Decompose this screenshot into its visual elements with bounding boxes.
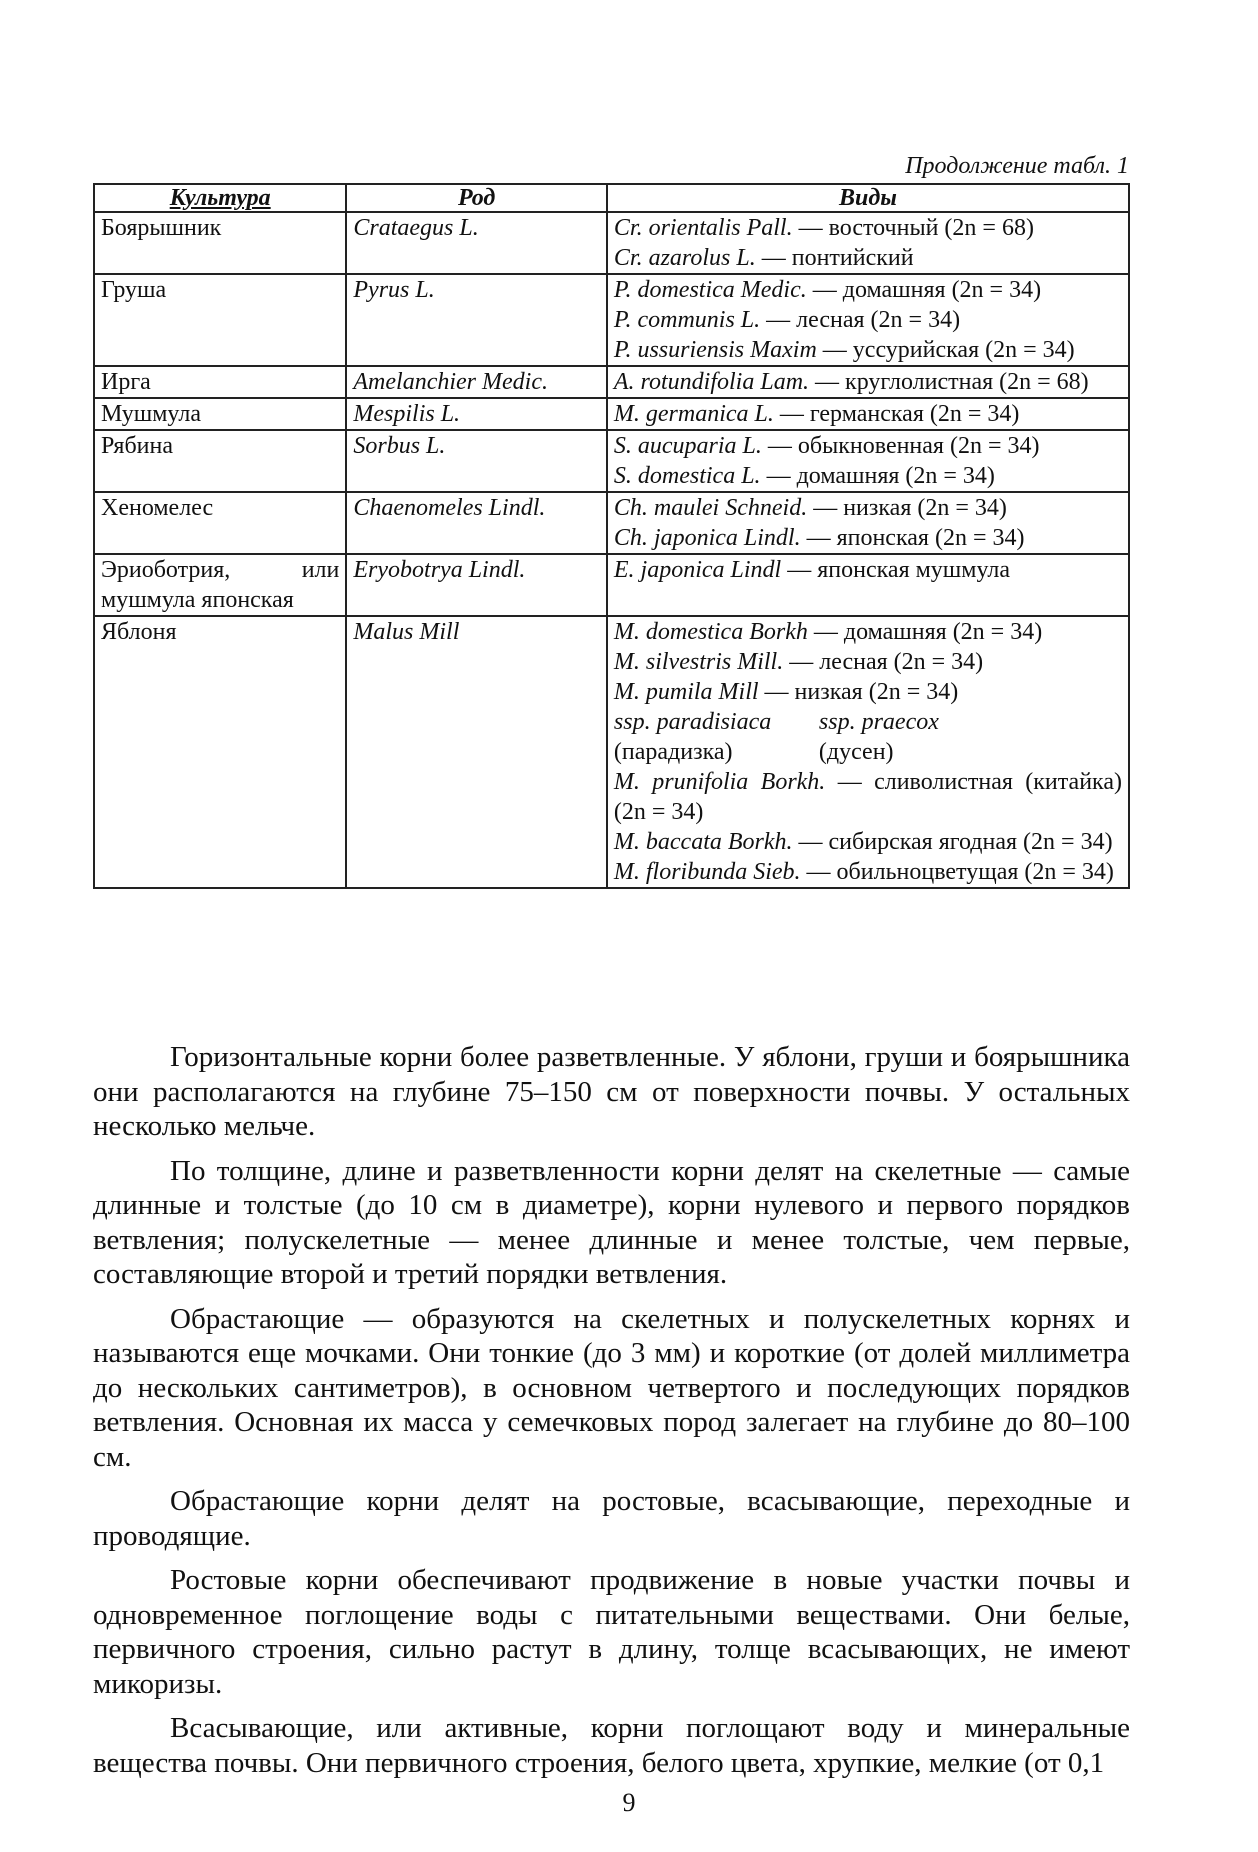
body-text [93,1040,1130,1790]
genus-cell: Chaenomeles Lindl. [346,492,607,554]
paragraph: Всасывающие, или активные, корни поглощают воду и минеральные вещества почвы. Они первичного строения, белого цвета, хрупкие, мелкие (от 0,1 [93,1712,1130,1779]
species-entry: M. domestica Borkh — домашняя (2n = 34) [613,619,1043,645]
table-row [94,398,1129,430]
culture-cell: Рябина [94,430,346,492]
table-row [94,492,1129,554]
species-entry: P. ussuriensis Maxim — уссурийская (2n = 34) [613,337,1075,363]
genus-cell: Malus Mill [346,616,607,888]
species-cell [607,616,1129,888]
table-row [94,430,1129,492]
genus-cell: Sorbus L. [346,430,607,492]
species-cell [607,274,1129,366]
species-entry: M. pumila Mill — низкая (2n = 34) [613,679,959,705]
culture-cell: Ирга [94,366,346,398]
table-row [94,554,1129,616]
paragraph: Обрастающие корни делят на ростовые, всасывающие, переходные и проводящие. [93,1485,1130,1552]
table-row [94,616,1129,888]
species-entry: E. japonica Lindl — японская мушмула [613,557,1011,583]
paragraph: Обрастающие — образуются на скелетных и полускелетных корнях и называются еще мочками. Они тонкие (до 3 мм) и короткие (от долей миллиметра до нескольких сантиметров), в основном четвертого и последующих порядков ветвления. Основная их масса у семечковых пород залегает на глубине до 80–100 см. [93,1302,1130,1473]
species-entry: M. silvestris Mill. — лесная (2n = 34) [613,649,984,675]
species-entry: Ch. maulei Schneid. — низкая (2n = 34) [613,495,1007,521]
culture-cell: Мушмула [94,398,346,430]
table-row [94,274,1129,366]
species-entry: M. germanica L. — германская (2n = 34) [613,401,1020,427]
paragraph: Горизонтальные корни более разветвленные. У яблони, груши и боярышника они располагаются на глубине 75–150 см от поверхности почвы. У остальных несколько мельче. [93,1041,1130,1142]
species-entry: P. communis L. — лесная (2n = 34) [613,307,961,333]
species-cell [607,398,1129,430]
paragraph: Ростовые корни обеспечивают продвижение в новые участки почвы и одновременное поглощение воды с питательными веществами. Они белые, первичного строения, сильно растут в длину, толще всасывающих, не имеют микоризы. [93,1564,1130,1700]
species-entry: M. baccata Borkh. — сибирская ягодная (2n = 34) [613,829,1113,855]
culture-cell: Эриоботрия, или мушмула японская [94,554,346,616]
species-cell [607,554,1129,616]
header-culture: Культура [94,184,346,212]
genus-cell: Mespilis L. [346,398,607,430]
table-row [94,366,1129,398]
species-entry: Cr. orientalis Pall. — восточный (2n = 68) [613,215,1034,241]
table-caption: Продолжение табл. 1 [905,153,1129,179]
header-species: Виды [607,184,1129,212]
table-row [94,212,1129,274]
header-genus: Род [346,184,607,212]
page-number: 9 [622,1788,636,1817]
species-entry: Cr. azarolus L. — понтийский [613,245,914,271]
culture-cell: Груша [94,274,346,366]
culture-cell: Боярышник [94,212,346,274]
genus-cell: Pyrus L. [346,274,607,366]
genus-cell: Amelanchier Medic. [346,366,607,398]
species-cell [607,492,1129,554]
table-header-row [94,184,1129,212]
genus-cell: Crataegus L. [346,212,607,274]
subspecies-line: ssp. paradisiaca ssp. praecox [613,709,939,735]
subspecies-ru-line: (парадизка) (дусен) [613,739,894,765]
species-entry: P. domestica Medic. — домашняя (2n = 34) [613,277,1042,303]
species-cell [607,366,1129,398]
species-cell [607,430,1129,492]
species-entry: M. prunifolia Borkh. — сливолистная (китайка) (2n = 34) [613,769,1122,825]
species-entry: A. rotundifolia Lam. — круглолистная (2n = 68) [613,369,1089,395]
species-entry: S. aucuparia L. — обыкновенная (2n = 34) [613,433,1040,459]
paragraph: По толщине, длине и разветвленности корни делят на скелетные — самые длинные и толстые (до 10 см в диаметре), корни нулевого и первого порядков ветвления; полускелетные — менее длинные и менее толстые, чем первые, составляющие второй и третий порядки ветвления. [93,1154,1130,1290]
species-entry: S. domestica L. — домашняя (2n = 34) [613,463,995,489]
genus-cell: Eryobotrya Lindl. [346,554,607,616]
species-table [93,183,1130,889]
culture-cell: Яблоня [94,616,346,888]
species-entry: Ch. japonica Lindl. — японская (2n = 34) [613,525,1025,551]
culture-cell: Хеномелес [94,492,346,554]
species-cell [607,212,1129,274]
species-entry: M. floribunda Sieb. — обильноцветущая (2n = 34) [613,859,1114,885]
